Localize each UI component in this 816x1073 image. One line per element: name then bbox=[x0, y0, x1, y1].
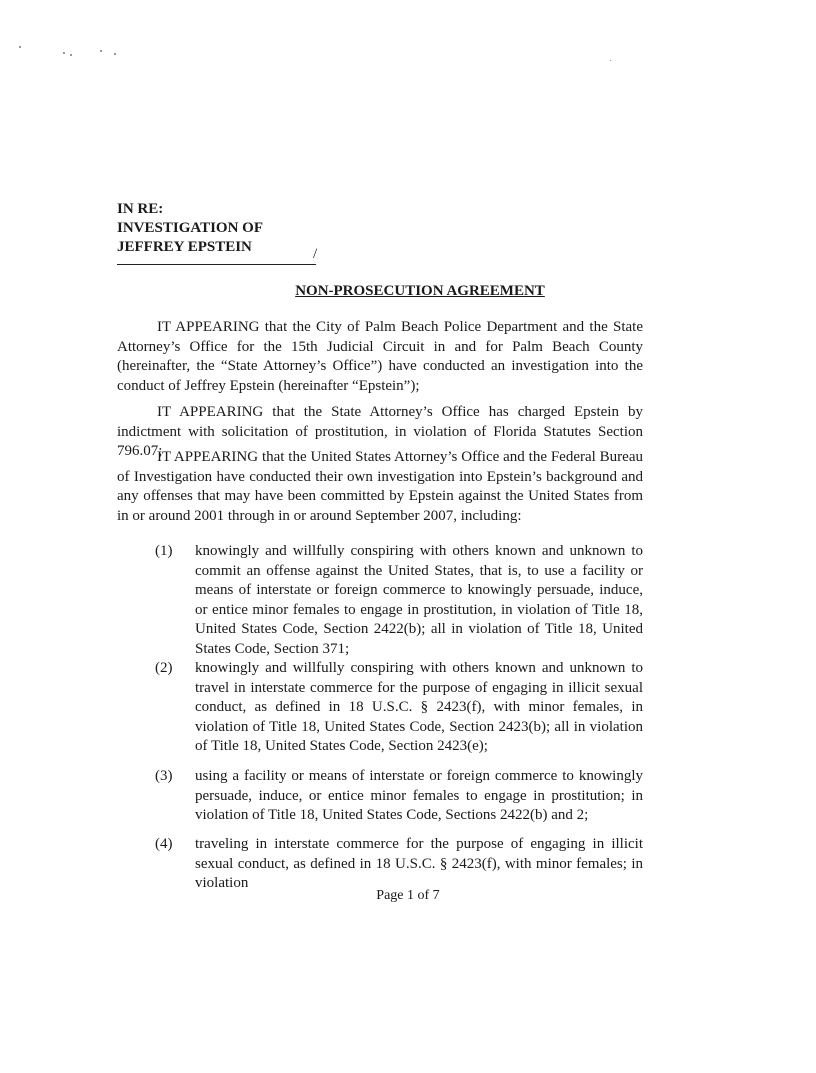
paragraph: IT APPEARING that the City of Palm Beach Police Department and the State Attorney’s Office for the 15th Judicial Circuit in and for Palm Beach County (hereinafter, the “State Attorney’s Office”) have conducted an investigation into the conduct of Jeffrey Epstein (hereinafter “Epstein”); bbox=[117, 319, 643, 394]
list-item-text: knowingly and willfully conspiring with others known and unknown to travel in interstate commerce for the purpose of engaging in illicit sexual conduct, as defined in 18 U.S.C. § 2423(f), with minor females, in violation of Title 18, United States Code, Section 2423(b); all in violation of Title 18, United States Code, Section 2423(e); bbox=[195, 660, 643, 754]
list-item-text: knowingly and willfully conspiring with others known and unknown to commit an offense against the United States, that is, to use a facility or means of interstate or foreign commerce to knowingly persuade, induce, or entice minor females to engage in prostitution, in violation of Title 18, United States Code, Section 2422(b); all in violation of Title 18, United States Code, Section 371; bbox=[195, 543, 643, 657]
paragraph: IT APPEARING that the United States Attorney’s Office and the Federal Bureau of Investigation have conducted their own investigation into Epstein’s background and any offenses that may have been committed by Epstein against the United States from in or around 2001 through in or around September 2007, including: bbox=[117, 449, 643, 524]
page-number: Page 1 of 7 bbox=[376, 888, 440, 903]
scan-speck bbox=[100, 50, 102, 52]
caption-line: INVESTIGATION OF bbox=[117, 220, 264, 236]
document-title-text: NON-PROSECUTION AGREEMENT bbox=[295, 283, 545, 299]
scan-speck bbox=[610, 60, 611, 61]
list-item-text: traveling in interstate commerce for the purpose of engaging in illicit sexual conduct, as defined in 18 U.S.C. § 2423(f), with minor females; in violation bbox=[195, 836, 643, 891]
list-item bbox=[155, 767, 643, 826]
list-item bbox=[155, 835, 643, 894]
caption-rule bbox=[117, 264, 316, 265]
case-caption bbox=[117, 200, 263, 257]
scan-speck bbox=[114, 53, 116, 55]
list-item-number: (1) bbox=[155, 543, 173, 559]
scan-speck bbox=[70, 54, 72, 56]
caption-slash: / bbox=[313, 246, 318, 262]
list-item-number: (2) bbox=[155, 660, 173, 676]
paragraph: IT APPEARING that the State Attorney’s Office has charged Epstein by indictment with solicitation of prostitution, in violation of Florida Statutes Section 796.07; bbox=[117, 404, 643, 459]
caption-line: JEFFREY EPSTEIN bbox=[117, 239, 252, 255]
list-item bbox=[155, 542, 643, 659]
document-title bbox=[0, 283, 816, 300]
list-item-number: (3) bbox=[155, 768, 173, 784]
list-item-number: (4) bbox=[155, 836, 173, 852]
caption-line: IN RE: bbox=[117, 201, 164, 217]
list-item-text: using a facility or means of interstate or foreign commerce to knowingly persuade, induce, or entice minor females to engage in prostitution; in violation of Title 18, United States Code, Sections 2422(b) and 2; bbox=[195, 768, 643, 823]
scan-speck bbox=[63, 52, 65, 54]
scan-speck bbox=[19, 46, 21, 48]
list-item bbox=[155, 659, 643, 757]
